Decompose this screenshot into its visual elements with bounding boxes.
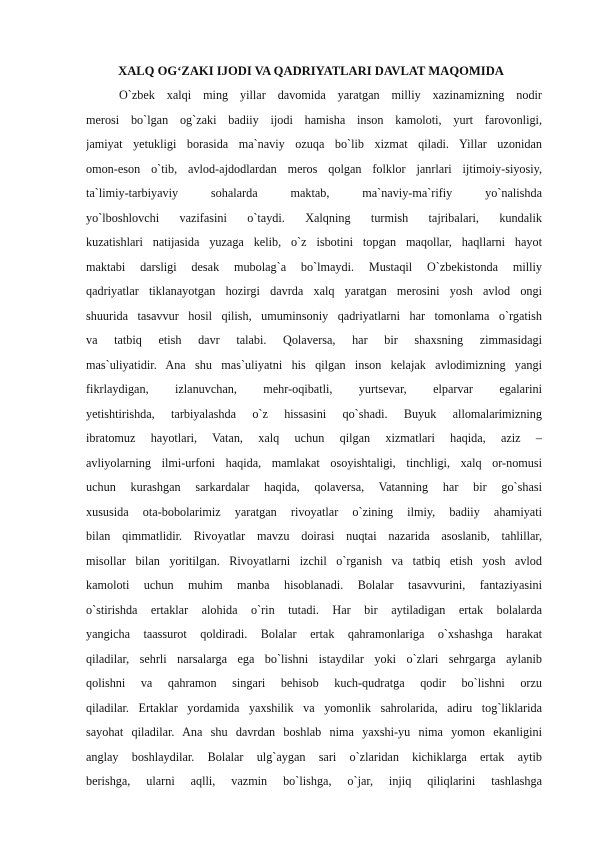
text-line: qadriyatlar tiklanayotgan hozirgi davrda xalq yaratgan merosini yosh avlod ongi xyxy=(86,284,542,298)
text-line: maktabi darsligi desak mubolag`a bo`lmaydi. Mustaqil O`zbekistonda milliy xyxy=(86,259,542,274)
text-line: kamoloti uchun muhim manba hisoblanadi. Bolalar tasavvurini, fantaziyasini xyxy=(86,578,542,592)
text-line: bilan qimmatlidir. Rivoyatlar mavzu doirasi nuqtai nazarida asoslanib, tahlillar, xyxy=(86,529,542,543)
text-line: ibratomuz hayotlari, Vatan, xalq uchun qilgan xizmatlari haqida, aziz – xyxy=(86,431,542,445)
text-line: avliyolarning ilmi-urfoni haqida, mamlakat osoyishtaligi, tinchligi, xalq or-nomusi xyxy=(86,455,542,470)
text-line: sayohat qiladilar. Ana shu davrdan boshlab nima yaxshi-yu nima yomon ekanligini xyxy=(86,725,542,739)
text-line: yetishtirishda, tarbiyalashda o`z hissasini qo`shadi. Buyuk allomalarimizning xyxy=(86,406,542,421)
text-line: uchun kurashgan sarkardalar haqida, qolaversa, Vatanning har bir go`shasi xyxy=(86,480,542,494)
text-line: omon-eson o`tib, avlod-ajdodlardan meros qolgan folklor janrlari ijtimoiy-siyosiy, xyxy=(86,161,542,176)
text-line: kuzatishlari natijasida yuzaga kelib, o`z isbotini topgan maqollar, haqllarni hayot xyxy=(86,235,542,249)
text-line: anglay boshlaydilar. Bolalar ulg`aygan sari o`zlaridan kichiklarga ertak aytib xyxy=(86,749,542,764)
text-line: jamiyat yetukligi borasida ma`naviy ozuqa bo`lib xizmat qiladi. Yillar uzonidan xyxy=(86,137,542,151)
text-line: fikrlaydigan, izlanuvchan, mehr-oqibatli, yurtsevar, elparvar egalarini xyxy=(86,382,542,396)
document-title: XALQ OG‘ZAKI IJODI VA QADRIYATLARI DAVLAT MAQOMIDA xyxy=(118,64,504,78)
text-line: xususida ota-bobolarimiz yaratgan rivoyatlar o`zining ilmiy, badiiy ahamiyati xyxy=(86,504,542,519)
text-line: misollar bilan yoritilgan. Rivoyatlarni izchil o`rganish va tatbiq etish yosh avlod xyxy=(86,553,542,568)
text-line: merosi bo`lgan og`zaki badiiy ijodi hamisha inson kamoloti, yurt farovonligi, xyxy=(86,112,542,127)
text-line: va tatbiq etish davr talabi. Qolaversa, har bir shaxsning zimmasidagi xyxy=(86,333,542,347)
text-line: mas`uliyatidir. Ana shu mas`uliyatni his qilgan inson kelajak avlodimizning yangi xyxy=(86,357,542,372)
text-line: qolishni va qahramon singari behisob kuch-qudratga qodir bo`lishni orzu xyxy=(86,676,542,690)
text-line: yo`lboshlovchi vazifasini o`taydi. Xalqning turmish tajribalari, kundalik xyxy=(86,210,542,225)
text-line: o`stirishda ertaklar alohida o`rin tutadi. Har bir aytiladigan ertak bolalarda xyxy=(86,602,542,617)
text-line: qiladilar. Ertaklar yordamida yaxshilik va yomonlik sahrolarida, adiru tog`liklarida xyxy=(86,700,542,715)
text-line: berishga, ularni aqlli, vazmin bo`lishga, o`jar, injiq qiliqlarini tashlashga xyxy=(86,774,542,788)
body-paragraph xyxy=(86,83,542,794)
text-line: shuurida tasavvur hosil qilish, umuminsoniy qadriyatlarni har tomonlama o`rgatish xyxy=(86,308,542,323)
text-line: O`zbek xalqi ming yillar davomida yaratgan milliy xazinamizning nodir xyxy=(119,88,542,102)
text-line: ta`limiy-tarbiyaviy sohalarda maktab, ma`naviy-ma`rifiy yo`nalishda xyxy=(86,186,542,200)
text-line: qiladilar, sehrli narsalarga ega bo`lishni istaydilar yoki o`zlari sehrgarga aylanib xyxy=(86,651,542,666)
text-line: yangicha taassurot qoldiradi. Bolalar ertak qahramonlariga o`xshashga harakat xyxy=(86,627,542,641)
